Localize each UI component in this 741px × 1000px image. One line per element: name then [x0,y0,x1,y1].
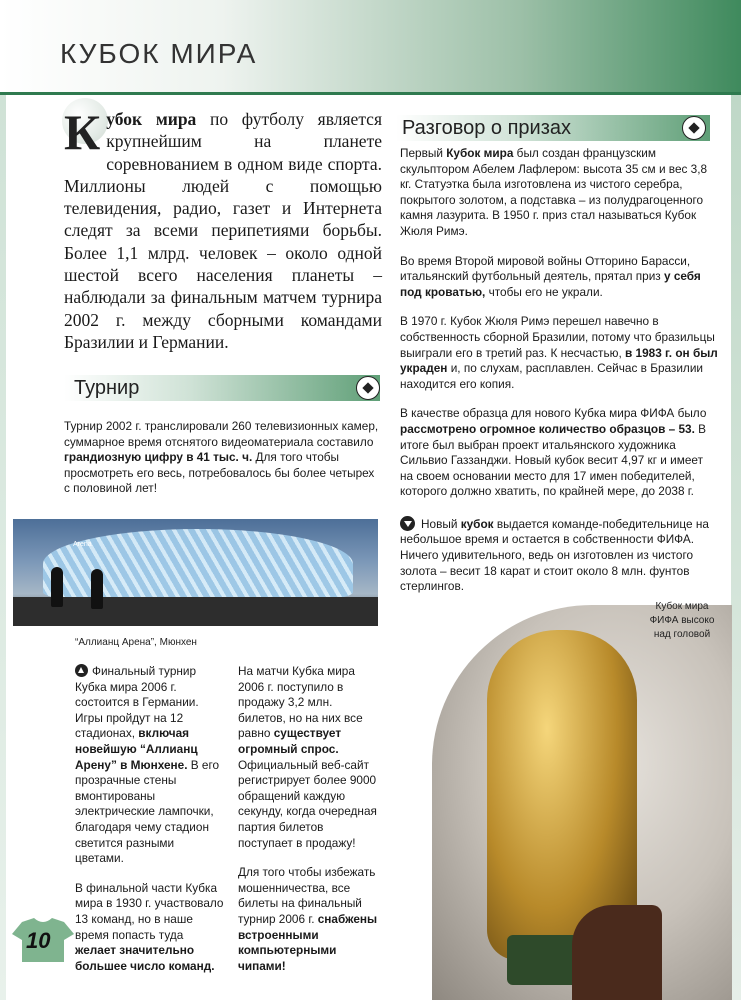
stadium-photo [13,519,378,626]
triangle-down-icon [400,516,415,531]
stadium-caption: “Аллианц Арена”, Мюнхен [75,637,197,648]
page-number: 10 [26,928,51,953]
intro-lead: убок мира [106,109,197,129]
page-title: КУБОК МИРА [60,38,258,69]
header-divider [0,92,741,95]
intro-body: по футболу является крупнейшим на планете соревнованием в одном виде спорта. Миллионы людей с помощью телевидения, радио, газет и Интернета следят за всеми перипетиями борьбы. Более 1,1 млрд. человек – около одной шестой всего населения планеты – наблюдали за финальным матчем турнира 2002 г. между сборными командами Бразилии и Германии. [64,109,382,352]
right-border-decoration [731,95,741,1000]
trophy-caption: Кубок мира ФИФА высоко над головой [649,601,715,640]
stadium-sign: Arena [73,541,92,548]
stadium-dome [43,529,353,599]
stadium-ground [13,597,378,626]
tournament-paragraph: Турнир 2002 г. транслировали 260 телевизионных камер, суммарное время отснятого видеоматериала составило грандиозную цифру в 41 тыс. ч. Для того чтобы просмотреть его весь, потребовалось бы более четырех с половиной лет! [64,419,379,496]
left-border-decoration [0,95,6,1000]
person-silhouette [51,567,63,607]
hand [572,905,662,1000]
prize-text: Первый Кубок мира был создан французским скульптором Абелем Лафлером: высота 35 см и вес 3,8 кг. Статуэтка была изготовлена из чистого серебра, покрытого золотом, а подставка – из полудрагоценного камня лазурита. В 1950 г. приз стал называться Кубок Жюля Римэ. Во время Второй мировой войны Отторино Барасси, итальянский футбольный деятель, прятал приз у себя под кроватью, чтобы его не украли. В 1970 г. Кубок Жюля Римэ перешел навечно в собственность сборной Бразилии, потому что бразильцы выиграли его в третий раз. К несчастью, в 1983 г. он был украден и, по слухам, расплавлен. Сейчас в Бразилии находится его копия. В качестве образца для нового Кубка мира ФИФА было рассмотрено огромное количество образцов – 53. В итоге был выбран проект итальянского художника Сильвио Газзанджи. Новый кубок весит 4,97 кг и имеет на своем основании место для 17 имен победителей, которого должно хватить, по крайней мере, до 2038 г. Новый кубок выдается команде-победительнице на небольшое время и остается в собственности ФИФА. Ничего удивительного, ведь он изготовлен из чистого золота – весит 18 карат и стоит около 8 млн. фунтов стерлингов. [400,146,718,594]
soccer-ball-icon [356,376,380,400]
prize-heading: Разговор о призах [402,117,572,139]
middle-column: На матчи Кубка мира 2006 г. поступило в продажу 3,2 млн. билетов, но на них все равно существует огромный спрос. Официальный веб-сайт регистрирует более 9000 обращений каждую секунду, когда очередная партия билетов поступает в продажу! Для того чтобы избежать мошенничества, все билеты на финальный турнир 2006 г. снабжены встроенными компьютерными чипами! [238,664,378,973]
soccer-ball-icon [682,116,706,140]
drop-cap: К [64,104,101,160]
page-header [0,0,741,92]
left-column: Финальный турнир Кубка мира 2006 г. состоится в Германии. Игры пройдут на 12 стадионах, включая новейшую “Аллианц Арену” в Мюнхене. В его прозрачные стены вмонтированы электрические лампочки, благодаря чему стадион светится разными цветами. В финальной части Кубка мира в 1930 г. участвовало 13 команд, но в наше время попасть туда желает значительно большее число команд. [75,664,224,973]
tournament-heading: Турнир [74,377,140,399]
intro-paragraph [64,104,382,353]
trophy-photo [432,605,732,1000]
person-silhouette [91,569,103,609]
triangle-up-icon [75,664,88,677]
